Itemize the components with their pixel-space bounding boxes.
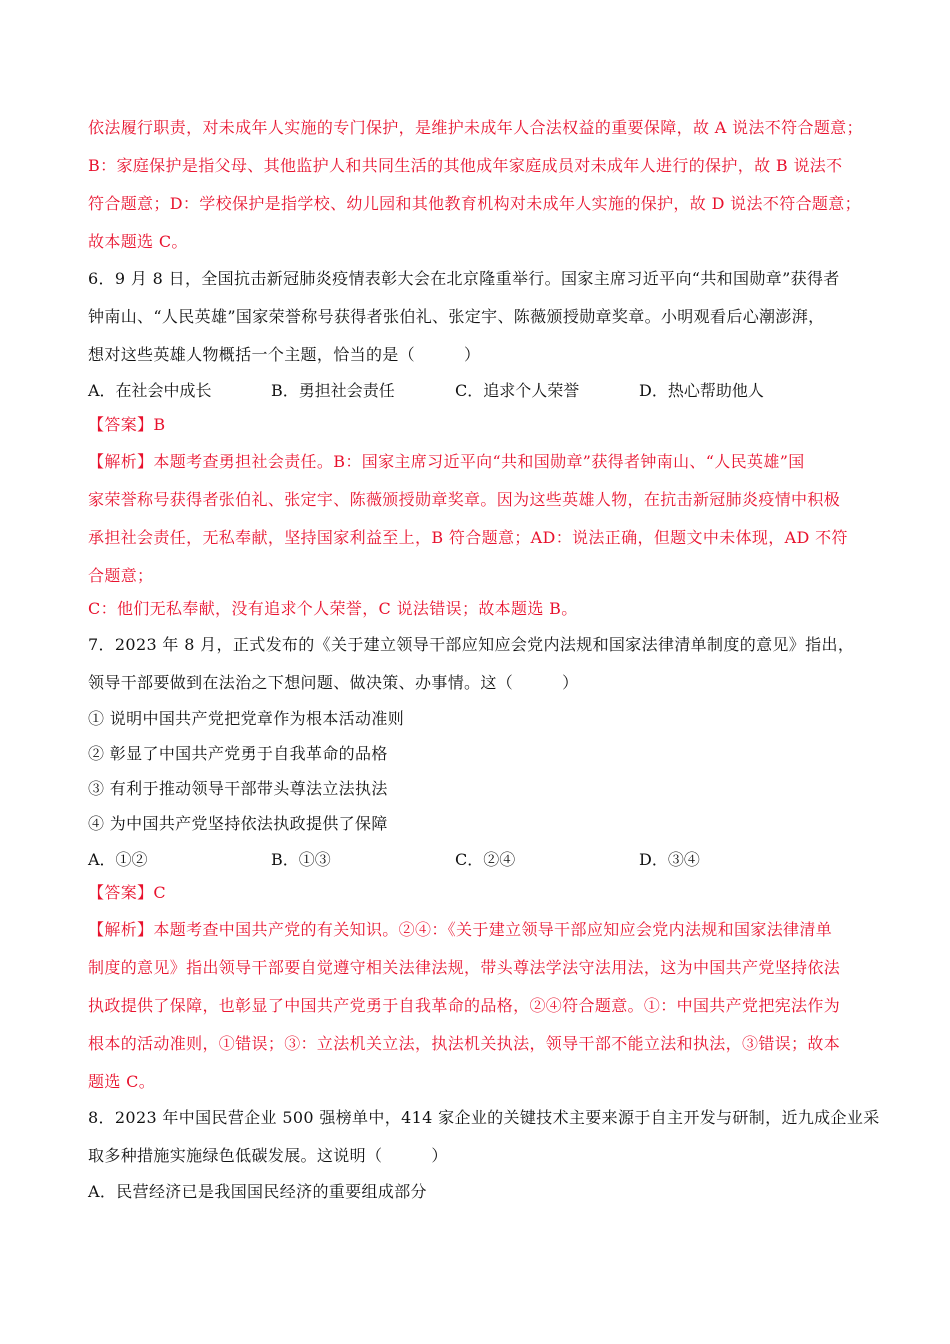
q7-statement: ③ 有利于推动领导干部带头尊法立法执法 xyxy=(88,779,388,798)
q7-analysis-line xyxy=(88,919,868,941)
q7-statement: ② 彰显了中国共产党勇于自我革命的品格 xyxy=(88,744,388,763)
q7-option-d: D．③④ xyxy=(639,850,700,869)
q6-option-b: B．勇担社会责任 xyxy=(271,381,395,400)
q8-stem-line: 取多种措施实施绿色低碳发展。这说明（ ） xyxy=(88,1146,448,1165)
q6-option-a: A．在社会中成长 xyxy=(88,381,212,400)
q6-analysis-line: C：他们无私奉献，没有追求个人荣誉，C 说法错误；故本题选 B。 xyxy=(88,599,578,618)
prev-analysis-line: B：家庭保护是指父母、其他监护人和共同生活的其他成年家庭成员对未成年人进行的保护，故 B 说法不 xyxy=(88,156,843,175)
answer-tag: 【答案】 xyxy=(88,883,154,902)
q6-analysis-line xyxy=(88,451,868,473)
q6-analysis-line: 合题意； xyxy=(88,566,154,585)
q7-statement: ④ 为中国共产党坚持依法执政提供了保障 xyxy=(88,814,388,833)
q6-stem-line: 想对这些英雄人物概括一个主题，恰当的是（ ） xyxy=(88,345,481,364)
answer-value: B xyxy=(153,415,166,434)
q7-option-b: B．①③ xyxy=(271,850,331,869)
q8-stem-line: 8．2023 年中国民营企业 500 强榜单中，414 家企业的关键技术主要来源于自主开发与研制，近九成企业采 xyxy=(88,1108,880,1127)
q6-option-c: C．追求个人荣誉 xyxy=(455,381,580,400)
q7-statement: ① 说明中国共产党把党章作为根本活动准则 xyxy=(88,709,405,728)
q7-stem-line: 7．2023 年 8 月，正式发布的《关于建立领导干部应知应会党内法规和国家法律清单制度的意见》指出， xyxy=(88,635,855,654)
q6-analysis-line: 承担社会责任，无私奉献，坚持国家利益至上，B 符合题意；AD：说法正确，但题文中未体现，AD 不符 xyxy=(88,528,848,547)
q8-option-a: A．民营经济已是我国国民经济的重要组成部分 xyxy=(88,1182,427,1201)
q6-answer xyxy=(88,414,868,436)
answer-value: C xyxy=(153,883,166,902)
analysis-text: 本题考查中国共产党的有关知识。②④：《关于建立领导干部应知应会党内法规和国家法律清单 xyxy=(153,920,833,939)
answer-tag: 【答案】 xyxy=(88,415,154,434)
q6-option-d: D．热心帮助他人 xyxy=(639,381,764,400)
q7-analysis-line: 题选 C。 xyxy=(88,1072,156,1091)
q7-stem-line: 领导干部要做到在法治之下想问题、做决策、办事情。这（ ） xyxy=(88,673,579,692)
q6-analysis-line: 家荣誉称号获得者张伯礼、张定宇、陈薇颁授勋章奖章。因为这些英雄人物，在抗击新冠肺炎疫情中积极 xyxy=(88,490,841,509)
q7-option-c: C．②④ xyxy=(455,850,516,869)
prev-analysis-line: 依法履行职责，对未成年人实施的专门保护，是维护未成年人合法权益的重要保障，故 A 说法不符合题意； xyxy=(88,118,863,137)
q7-analysis-line: 根本的活动准则，①错误；③：立法机关立法，执法机关执法，领导干部不能立法和执法，③错误；故本 xyxy=(88,1034,841,1053)
prev-analysis-line: 故本题选 C。 xyxy=(88,232,188,251)
q6-stem-line: 6．9 月 8 日，全国抗击新冠肺炎疫情表彰大会在北京隆重举行。国家主席习近平向“共和国勋章”获得者 xyxy=(88,269,840,288)
analysis-tag: 【解析】 xyxy=(88,920,154,939)
q6-stem-line: 钟南山、“人民英雄”国家荣誉称号获得者张伯礼、张定宇、陈薇颁授勋章奖章。小明观看后心潮澎湃， xyxy=(88,307,825,326)
analysis-text: 本题考查勇担社会责任。B：国家主席习近平向“共和国勋章”获得者钟南山、“人民英雄”国 xyxy=(153,452,805,471)
q7-analysis-line: 执政提供了保障，也彰显了中国共产党勇于自我革命的品格，②④符合题意。①：中国共产党把宪法作为 xyxy=(88,996,841,1015)
analysis-tag: 【解析】 xyxy=(88,452,154,471)
q7-answer xyxy=(88,882,868,904)
q7-option-a: A．①② xyxy=(88,850,148,869)
prev-analysis-line: 符合题意；D：学校保护是指学校、幼儿园和其他教育机构对未成年人实施的保护，故 D 说法不符合题意； xyxy=(88,194,861,213)
q7-analysis-line: 制度的意见》指出领导干部要自觉遵守相关法律法规，带头尊法学法守法用法，这为中国共产党坚持依法 xyxy=(88,958,841,977)
